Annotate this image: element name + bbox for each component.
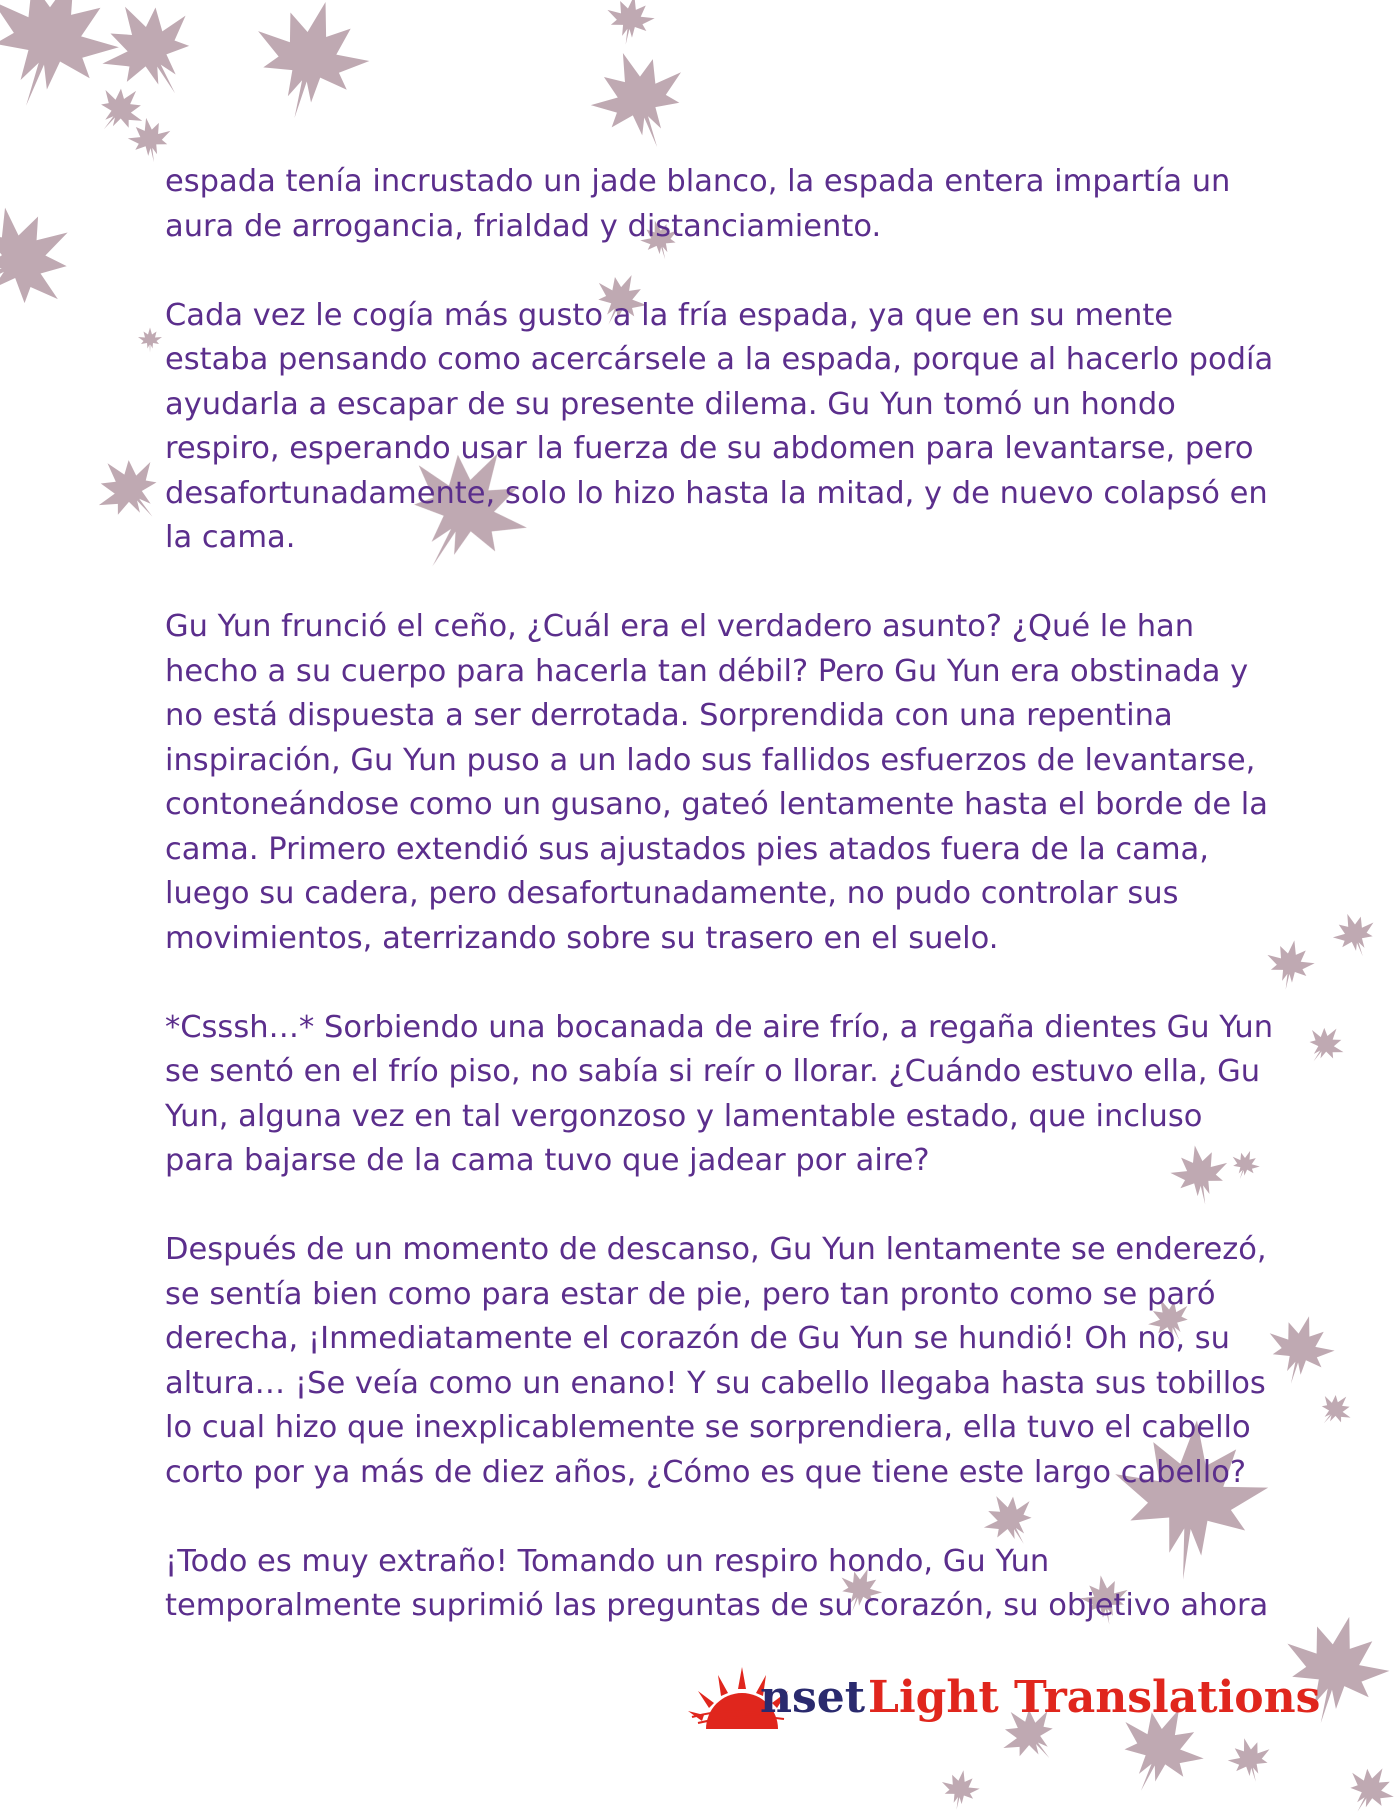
paragraph-1: espada tenía incrustado un jade blanco, la espada entera impartía un aura de arrogancia, frialdad y distanciamiento. [165,164,1231,244]
logo-word-nset: nset [760,1672,866,1723]
paragraph-3: Gu Yun frunció el ceño, ¿Cuál era el verdadero asunto? ¿Qué le han hecho a su cuerpo para hacerla tan débil? Pero Gu Yun era obstinada y no está dispuesta a ser derrotada. Sorprendida con una repentina inspiración, Gu Yun puso a un lado sus fallidos esfuerzos de levantarse, contoneándose como un gusano, gateó lentamente hasta el borde de la cama. Primero extendió sus ajustados pies atados fuera de la cama, luego su cadera, pero desafortunadamente, no pudo controlar sus movimientos, aterrizando sobre su trasero en el suelo. [165,609,1268,956]
paragraph-4: *Csssh…* Sorbiendo una bocanada de aire frío, a regaña dientes Gu Yun se sentó en el frío piso, no sabía si reír o llorar. ¿Cuándo estuvo ella, Gu Yun, alguna vez en tal vergonzoso y lamentable estado, que incluso para bajarse de la cama tuvo que jadear por aire? [165,1009,1274,1178]
body-text [165,160,1275,1673]
paragraph-6: ¡Todo es muy extraño! Tomando un respiro hondo, Gu Yun temporalmente suprimió las preguntas de su corazón, su objetivo ahora [165,1543,1269,1623]
paragraph-2: Cada vez le cogía más gusto a la fría espada, ya que en su mente estaba pensando como acercársele a la espada, porque al hacerlo podía ayudarla a escapar de su presente dilema. Gu Yun tomó un hondo respiro, esperando usar la fuerza de su abdomen para levantarse, pero desafortunadamente, solo lo hizo hasta la mitad, y de nuevo colapsó en la cama. [165,297,1274,555]
watermark-logo [688,1663,1321,1733]
paragraph-5: Después de un momento de descanso, Gu Yun lentamente se enderezó, se sentía bien como para estar de pie, pero tan pronto como se paró derecha, ¡Inmediatamente el corazón de Gu Yun se hundió! Oh no, su altura… ¡Se veía como un enano! Y su cabello llegaba hasta sus tobillos lo cual hizo que inexplicablemente se sorprendiera, ella tuvo el cabello corto por ya más de diez años, ¿Cómo es que tiene este largo cabello? [165,1232,1267,1490]
logo-word-light-translations: Light Translations [868,1672,1321,1723]
